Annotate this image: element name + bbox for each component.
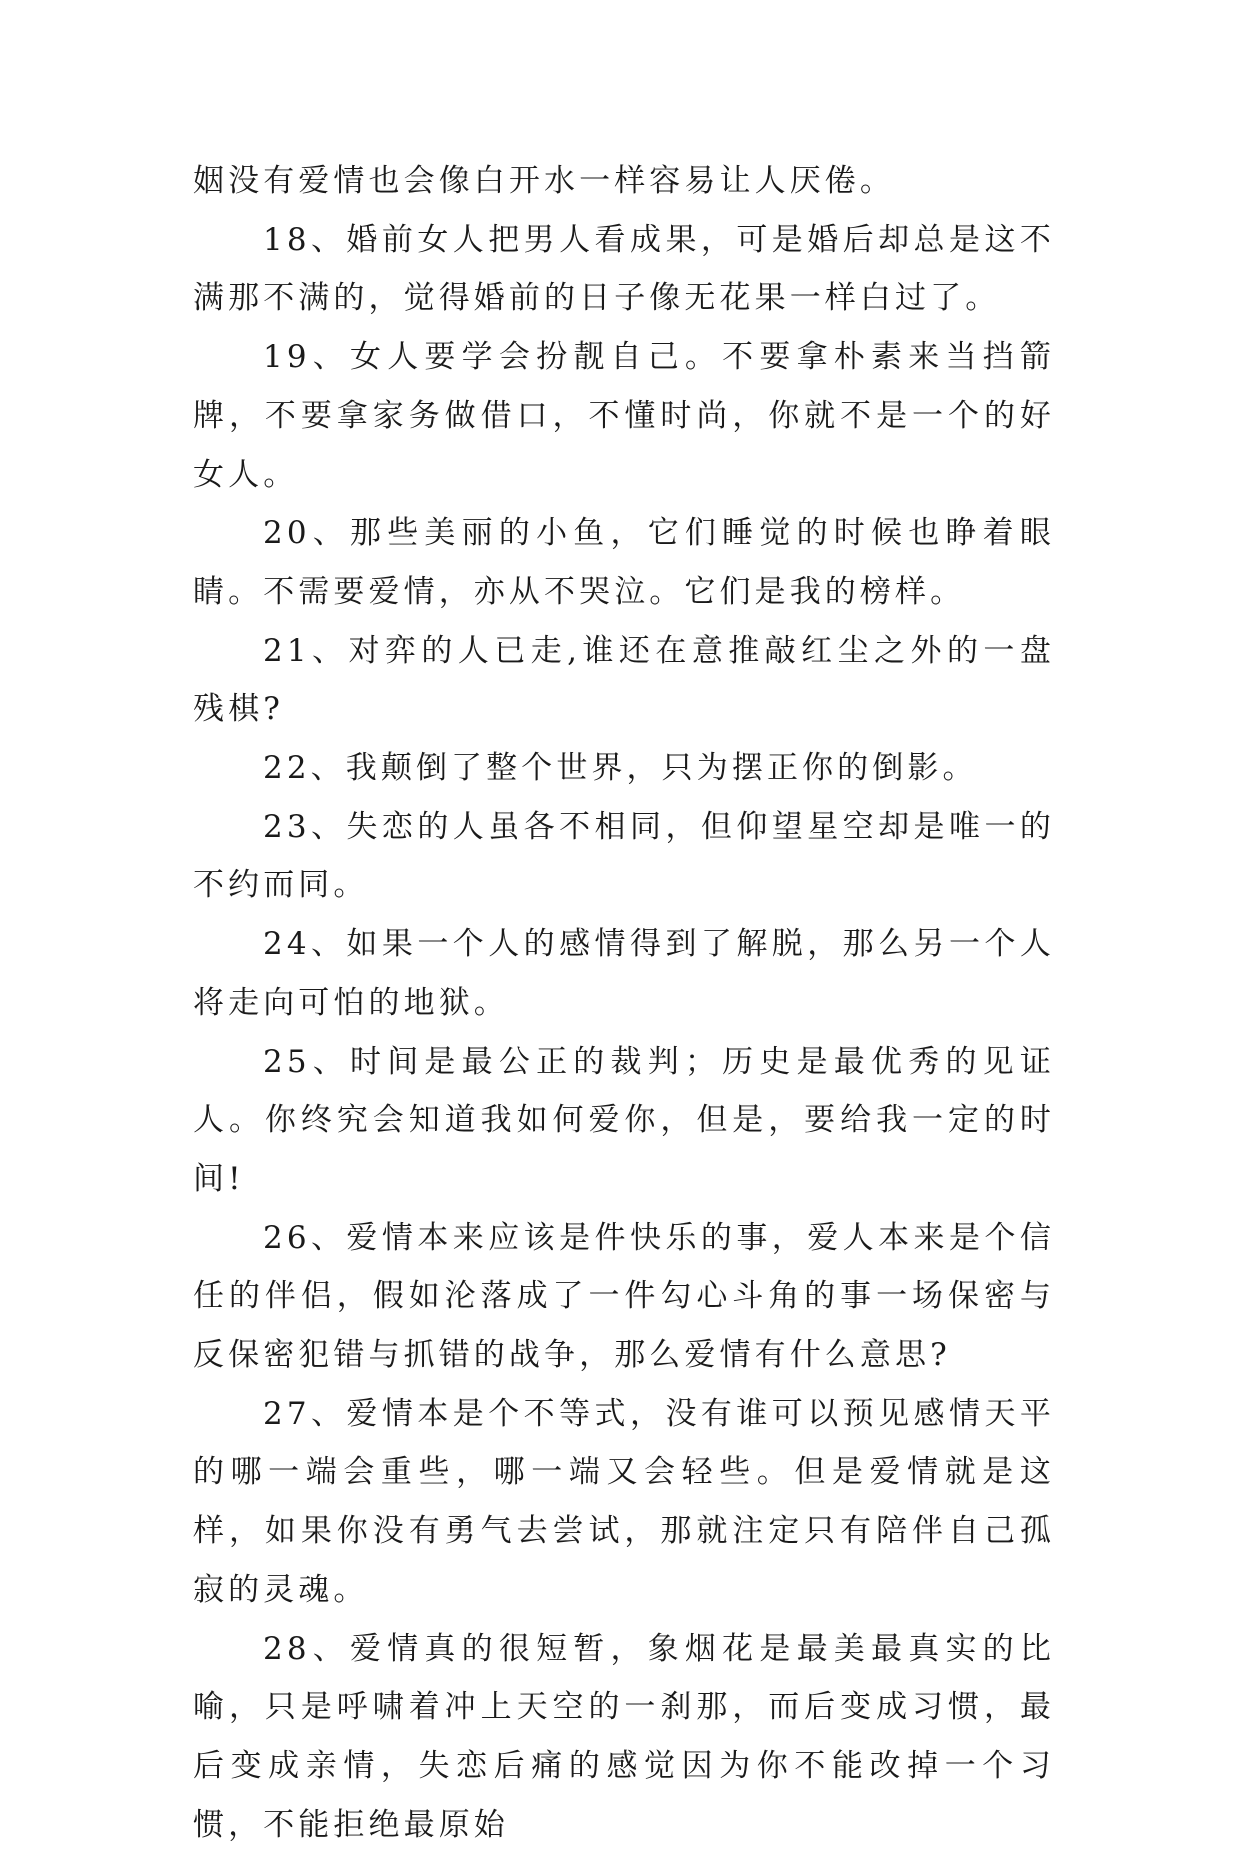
paragraph-26: 26、爱情本来应该是件快乐的事，爱人本来是个信任的伴侣，假如沦落成了一件勾心斗角的事一场保密与反保密犯错与抓错的战争，那么爱情有什么意思?	[193, 1219, 1055, 1374]
paragraph-21: 21、对弈的人已走,谁还在意推敲红尘之外的一盘残棋?	[193, 632, 1055, 728]
paragraph-28: 28、爱情真的很短暂，象烟花是最美最真实的比喻，只是呼啸着冲上天空的一刹那，而后变成习惯，最后变成亲情，失恋后痛的感觉因为你不能改掉一个习惯，不能拒绝最原始	[193, 1630, 1055, 1843]
paragraph-continuation: 姻没有爱情也会像白开水一样容易让人厌倦。	[193, 163, 895, 199]
paragraph-19: 19、女人要学会扮靓自己。不要拿朴素来当挡箭牌，不要拿家务做借口，不懂时尚，你就不是一个的好女人。	[193, 339, 1055, 493]
paragraph-25: 25、时间是最公正的裁判；历史是最优秀的见证人。你终究会知道我如何爱你，但是，要给我一定的时间!	[193, 1043, 1055, 1197]
paragraph-20: 20、那些美丽的小鱼，它们睡觉的时候也睁着眼睛。不需要爱情，亦从不哭泣。它们是我的榜样。	[193, 515, 1055, 610]
paragraph-27: 27、爱情本是个不等式，没有谁可以预见感情天平的哪一端会重些，哪一端又会轻些。但是爱情就是这样，如果你没有勇气去尝试，那就注定只有陪伴自己孤寂的灵魂。	[193, 1395, 1055, 1608]
paragraph-23: 23、失恋的人虽各不相同，但仰望星空却是唯一的不约而同。	[193, 808, 1055, 904]
paragraph-18: 18、婚前女人把男人看成果，可是婚后却总是这不满那不满的，觉得婚前的日子像无花果一样白过了。	[193, 221, 1055, 317]
paragraph-24: 24、如果一个人的感情得到了解脱，那么另一个人将走向可怕的地狱。	[193, 926, 1055, 1021]
paragraph-22: 22、我颠倒了整个世界，只为摆正你的倒影。	[263, 750, 978, 787]
document-body	[193, 152, 1055, 1854]
